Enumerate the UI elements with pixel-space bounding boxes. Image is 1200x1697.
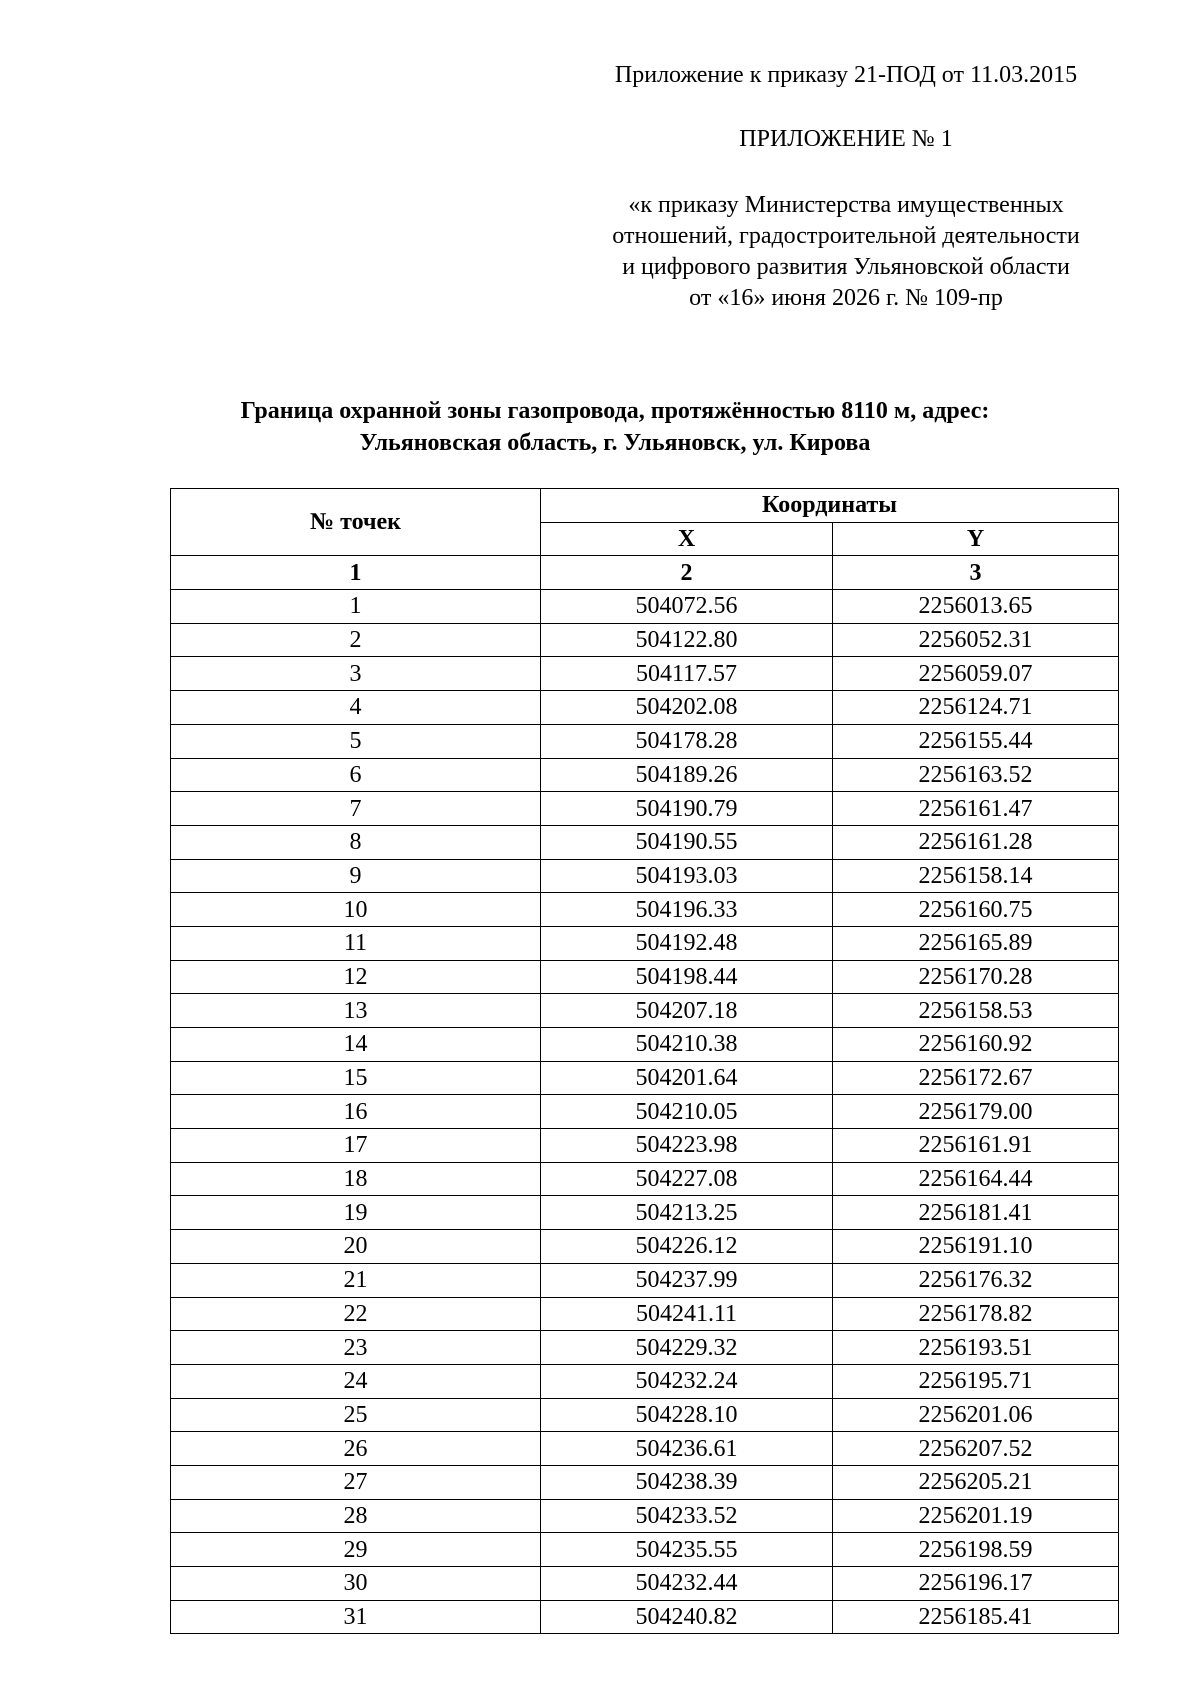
x-coordinate-cell: 504229.32	[541, 1331, 833, 1365]
y-coordinate-cell: 2256161.47	[833, 792, 1119, 826]
table-heading	[150, 395, 1080, 459]
x-coordinate-cell: 504122.80	[541, 623, 833, 657]
x-coordinate-cell: 504196.33	[541, 893, 833, 927]
y-coordinate-cell: 2256181.41	[833, 1196, 1119, 1230]
y-coordinate-cell: 2256059.07	[833, 657, 1119, 691]
x-coordinate-cell: 504072.56	[541, 590, 833, 624]
order-line: отношений, градостроительной деятельности	[612, 223, 1080, 249]
x-coordinate-cell: 504178.28	[541, 724, 833, 758]
y-coordinate-cell: 2256160.92	[833, 1028, 1119, 1062]
table-row	[171, 1499, 1119, 1533]
point-number-cell: 18	[171, 1162, 541, 1196]
point-number-cell: 27	[171, 1465, 541, 1499]
point-number-cell: 20	[171, 1230, 541, 1264]
order-line: и цифрового развития Ульяновской области	[622, 254, 1070, 280]
point-number-cell: 11	[171, 926, 541, 960]
y-coordinate-cell: 2256161.91	[833, 1129, 1119, 1163]
x-coordinate-cell: 504240.82	[541, 1600, 833, 1634]
table-row	[171, 1567, 1119, 1601]
point-number-cell: 17	[171, 1129, 541, 1163]
y-coordinate-cell: 2256170.28	[833, 960, 1119, 994]
y-coordinate-cell: 2256163.52	[833, 758, 1119, 792]
x-coordinate-cell: 504232.44	[541, 1567, 833, 1601]
point-number-cell: 5	[171, 724, 541, 758]
heading-line-1: Граница охранной зоны газопровода, протяжённостью 8110 м, адрес:	[240, 398, 990, 424]
y-coordinate-cell: 2256196.17	[833, 1567, 1119, 1601]
point-number-cell: 14	[171, 1028, 541, 1062]
y-coordinate-cell: 2256164.44	[833, 1162, 1119, 1196]
table-row	[171, 1533, 1119, 1567]
table-row	[171, 1331, 1119, 1365]
x-coordinate-cell: 504226.12	[541, 1230, 833, 1264]
column-header-y: Y	[833, 522, 1119, 556]
appendix-title: ПРИЛОЖЕНИЕ № 1	[739, 126, 953, 152]
x-coordinate-cell: 504227.08	[541, 1162, 833, 1196]
y-coordinate-cell: 2256161.28	[833, 825, 1119, 859]
x-coordinate-cell: 504232.24	[541, 1364, 833, 1398]
column-number-row	[171, 556, 1119, 590]
point-number-cell: 28	[171, 1499, 541, 1533]
x-coordinate-cell: 504210.38	[541, 1028, 833, 1062]
point-number-cell: 30	[171, 1567, 541, 1601]
y-coordinate-cell: 2256191.10	[833, 1230, 1119, 1264]
table-row	[171, 1230, 1119, 1264]
y-coordinate-cell: 2256198.59	[833, 1533, 1119, 1567]
table-row	[171, 792, 1119, 826]
point-number-cell: 26	[171, 1432, 541, 1466]
y-coordinate-cell: 2256205.21	[833, 1465, 1119, 1499]
table-row	[171, 1028, 1119, 1062]
table-row	[171, 1432, 1119, 1466]
coordinates-table	[170, 488, 1119, 1634]
y-coordinate-cell: 2256124.71	[833, 691, 1119, 725]
y-coordinate-cell: 2256178.82	[833, 1297, 1119, 1331]
y-coordinate-cell: 2256176.32	[833, 1263, 1119, 1297]
point-number-cell: 12	[171, 960, 541, 994]
y-coordinate-cell: 2256158.14	[833, 859, 1119, 893]
table-row	[171, 657, 1119, 691]
column-header-point: № точек	[171, 489, 541, 556]
y-coordinate-cell: 2256158.53	[833, 994, 1119, 1028]
table-row	[171, 691, 1119, 725]
header-row	[171, 489, 1119, 523]
point-number-cell: 2	[171, 623, 541, 657]
point-number-cell: 15	[171, 1061, 541, 1095]
table-row	[171, 859, 1119, 893]
column-number: 3	[833, 556, 1119, 590]
y-coordinate-cell: 2256195.71	[833, 1364, 1119, 1398]
x-coordinate-cell: 504193.03	[541, 859, 833, 893]
table-row	[171, 1162, 1119, 1196]
point-number-cell: 7	[171, 792, 541, 826]
point-number-cell: 24	[171, 1364, 541, 1398]
point-number-cell: 10	[171, 893, 541, 927]
table-row	[171, 960, 1119, 994]
point-number-cell: 16	[171, 1095, 541, 1129]
table-row	[171, 590, 1119, 624]
column-number: 2	[541, 556, 833, 590]
column-header-x: X	[541, 522, 833, 556]
column-header-coordinates: Координаты	[541, 489, 1119, 523]
table-row	[171, 758, 1119, 792]
table-row	[171, 1061, 1119, 1095]
table-row	[171, 1129, 1119, 1163]
y-coordinate-cell: 2256207.52	[833, 1432, 1119, 1466]
x-coordinate-cell: 504198.44	[541, 960, 833, 994]
table-row	[171, 1196, 1119, 1230]
y-coordinate-cell: 2256201.06	[833, 1398, 1119, 1432]
x-coordinate-cell: 504202.08	[541, 691, 833, 725]
y-coordinate-cell: 2256172.67	[833, 1061, 1119, 1095]
table-body	[171, 590, 1119, 1634]
x-coordinate-cell: 504223.98	[541, 1129, 833, 1163]
table-row	[171, 825, 1119, 859]
point-number-cell: 8	[171, 825, 541, 859]
table-row	[171, 1297, 1119, 1331]
y-coordinate-cell: 2256165.89	[833, 926, 1119, 960]
order-line: от «16» июня 2026 г. № 109-пр	[689, 285, 1003, 311]
point-number-cell: 1	[171, 590, 541, 624]
order-line: «к приказу Министерства имущественных	[628, 192, 1064, 218]
x-coordinate-cell: 504190.79	[541, 792, 833, 826]
heading-line-2: Ульяновская область, г. Ульяновск, ул. Кирова	[359, 430, 871, 456]
point-number-cell: 21	[171, 1263, 541, 1297]
y-coordinate-cell: 2256193.51	[833, 1331, 1119, 1365]
y-coordinate-cell: 2256179.00	[833, 1095, 1119, 1129]
y-coordinate-cell: 2256185.41	[833, 1600, 1119, 1634]
table-row	[171, 1095, 1119, 1129]
x-coordinate-cell: 504235.55	[541, 1533, 833, 1567]
point-number-cell: 23	[171, 1331, 541, 1365]
x-coordinate-cell: 504189.26	[541, 758, 833, 792]
point-number-cell: 9	[171, 859, 541, 893]
point-number-cell: 13	[171, 994, 541, 1028]
table-row	[171, 724, 1119, 758]
table-row	[171, 1600, 1119, 1634]
table-row	[171, 893, 1119, 927]
x-coordinate-cell: 504201.64	[541, 1061, 833, 1095]
table-row	[171, 1263, 1119, 1297]
x-coordinate-cell: 504228.10	[541, 1398, 833, 1432]
table-row	[171, 623, 1119, 657]
table-row	[171, 1364, 1119, 1398]
order-reference-block	[556, 190, 1136, 314]
document-reference: Приложение к приказу 21-ПОД от 11.03.2015	[614, 62, 1078, 88]
y-coordinate-cell: 2256201.19	[833, 1499, 1119, 1533]
x-coordinate-cell: 504241.11	[541, 1297, 833, 1331]
table-row	[171, 926, 1119, 960]
point-number-cell: 29	[171, 1533, 541, 1567]
point-number-cell: 25	[171, 1398, 541, 1432]
point-number-cell: 19	[171, 1196, 541, 1230]
x-coordinate-cell: 504190.55	[541, 825, 833, 859]
point-number-cell: 31	[171, 1600, 541, 1634]
table-row	[171, 1398, 1119, 1432]
y-coordinate-cell: 2256155.44	[833, 724, 1119, 758]
x-coordinate-cell: 504237.99	[541, 1263, 833, 1297]
x-coordinate-cell: 504233.52	[541, 1499, 833, 1533]
table-row	[171, 1465, 1119, 1499]
table-row	[171, 994, 1119, 1028]
column-number: 1	[171, 556, 541, 590]
x-coordinate-cell: 504213.25	[541, 1196, 833, 1230]
x-coordinate-cell: 504210.05	[541, 1095, 833, 1129]
point-number-cell: 22	[171, 1297, 541, 1331]
y-coordinate-cell: 2256160.75	[833, 893, 1119, 927]
x-coordinate-cell: 504207.18	[541, 994, 833, 1028]
x-coordinate-cell: 504192.48	[541, 926, 833, 960]
point-number-cell: 6	[171, 758, 541, 792]
x-coordinate-cell: 504117.57	[541, 657, 833, 691]
y-coordinate-cell: 2256013.65	[833, 590, 1119, 624]
y-coordinate-cell: 2256052.31	[833, 623, 1119, 657]
x-coordinate-cell: 504238.39	[541, 1465, 833, 1499]
point-number-cell: 3	[171, 657, 541, 691]
x-coordinate-cell: 504236.61	[541, 1432, 833, 1466]
point-number-cell: 4	[171, 691, 541, 725]
